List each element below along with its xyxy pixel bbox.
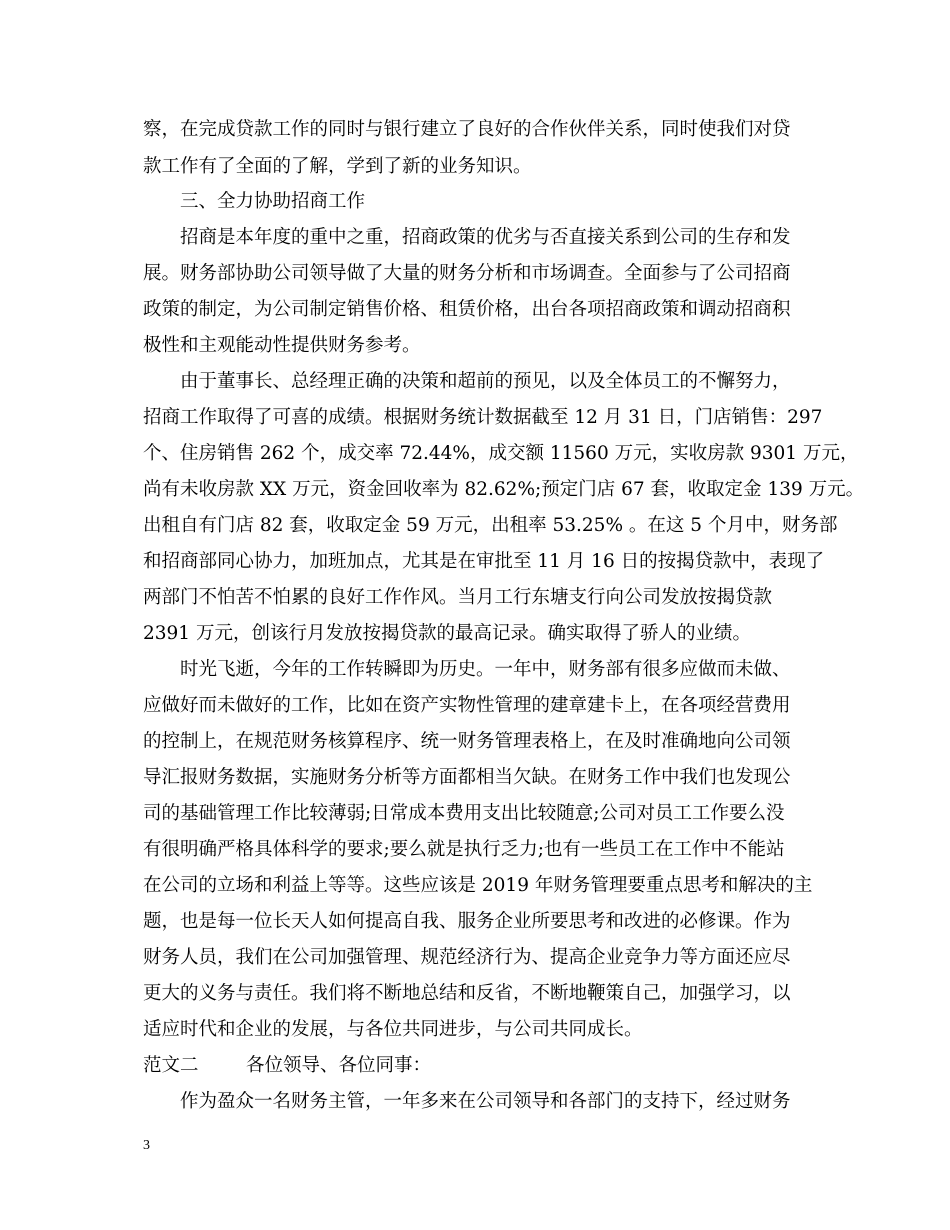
- paragraph-line: 2391 万元，创该行月发放按揭贷款的最高记录。确实取得了骄人的业绩。: [143, 623, 751, 644]
- salutation-text: 各位领导、各位同事：: [246, 1055, 432, 1076]
- paragraph-line: 款工作有了全面的了解，学到了新的业务知识。: [143, 156, 532, 177]
- paragraph-line: 和招商部同心协力，加班加点，尤其是在审批至 11 月 16 日的按揭贷款中，表现了: [143, 551, 825, 572]
- paragraph-line: 个、住房销售 262 个，成交率 72.44%，成交额 11560 万元，实收房款 9301 万元，: [143, 443, 859, 464]
- paragraph-line: 题，也是每一位长天人如何提高自我、服务企业所要思考和改进的必修课。作为: [143, 911, 791, 932]
- paragraph-line: 招商工作取得了可喜的成绩。根据财务统计数据截至 12 月 31 日，门店销售：297: [143, 407, 823, 428]
- paragraph-line: 财务人员，我们在公司加强管理、规范经济行为、提高企业竞争力等方面还应尽: [143, 947, 791, 968]
- paragraph-line: 更大的义务与责任。我们将不断地总结和反省，不断地鞭策自己，加强学习，以: [143, 983, 791, 1004]
- paragraph-line: 招商是本年度的重中之重，招商政策的优劣与否直接关系到公司的生存和发: [180, 227, 791, 248]
- paragraph-line: 政策的制定，为公司制定销售价格、租赁价格，出台各项招商政策和调动招商积: [143, 299, 791, 320]
- paragraph-line: 有很明确严格具体科学的要求;要么就是执行乏力;也有一些员工在工作中不能站: [143, 839, 785, 860]
- paragraph-line: 察，在完成贷款工作的同时与银行建立了良好的合作伙伴关系，同时使我们对贷: [143, 119, 791, 140]
- section-heading: 三、全力协助招商工作: [180, 191, 366, 212]
- paragraph-line: 应做好而未做好的工作，比如在资产实物性管理的建章建卡上，在各项经营费用: [143, 695, 791, 716]
- paragraph-line: 出租自有门店 82 套，收取定金 59 万元，出租率 53.25% 。在这 5 个月中，财务部: [143, 515, 838, 536]
- paragraph-line: 时光飞逝，今年的工作转瞬即为历史。一年中，财务部有很多应做而未做、: [180, 659, 791, 680]
- paragraph-line: 适应时代和企业的发展，与各位共同进步，与公司共同成长。: [143, 1019, 643, 1040]
- sample-label: 范文二: [143, 1055, 199, 1076]
- paragraph-line: 作为盈众一名财务主管，一年多来在公司领导和各部门的支持下，经过财务: [180, 1091, 791, 1112]
- paragraph-line: 导汇报财务数据，实施财务分析等方面都相当欠缺。在财务工作中我们也发现公: [143, 767, 791, 788]
- paragraph-line: 在公司的立场和利益上等等。这些应该是 2019 年财务管理要重点思考和解决的主: [143, 875, 813, 896]
- paragraph-line: 尚有未收房款 XX 万元，资金回收率为 82.62%;预定门店 67 套，收取定金 139 万元。: [143, 479, 865, 500]
- paragraph-line: 展。财务部协助公司领导做了大量的财务分析和市场调查。全面参与了公司招商: [143, 263, 791, 284]
- page-number: 3: [143, 1138, 150, 1153]
- paragraph-line: 的控制上，在规范财务核算程序、统一财务管理表格上，在及时准确地向公司领: [143, 731, 791, 752]
- paragraph-line: 司的基础管理工作比较薄弱;日常成本费用支出比较随意;公司对员工工作要么没: [143, 803, 785, 824]
- paragraph-line: 两部门不怕苦不怕累的良好工作作风。当月工行东塘支行向公司发放按揭贷款: [143, 587, 773, 608]
- paragraph-line: 极性和主观能动性提供财务参考。: [143, 335, 421, 356]
- paragraph-line: 由于董事长、总经理正确的决策和超前的预见，以及全体员工的不懈努力，: [180, 371, 791, 392]
